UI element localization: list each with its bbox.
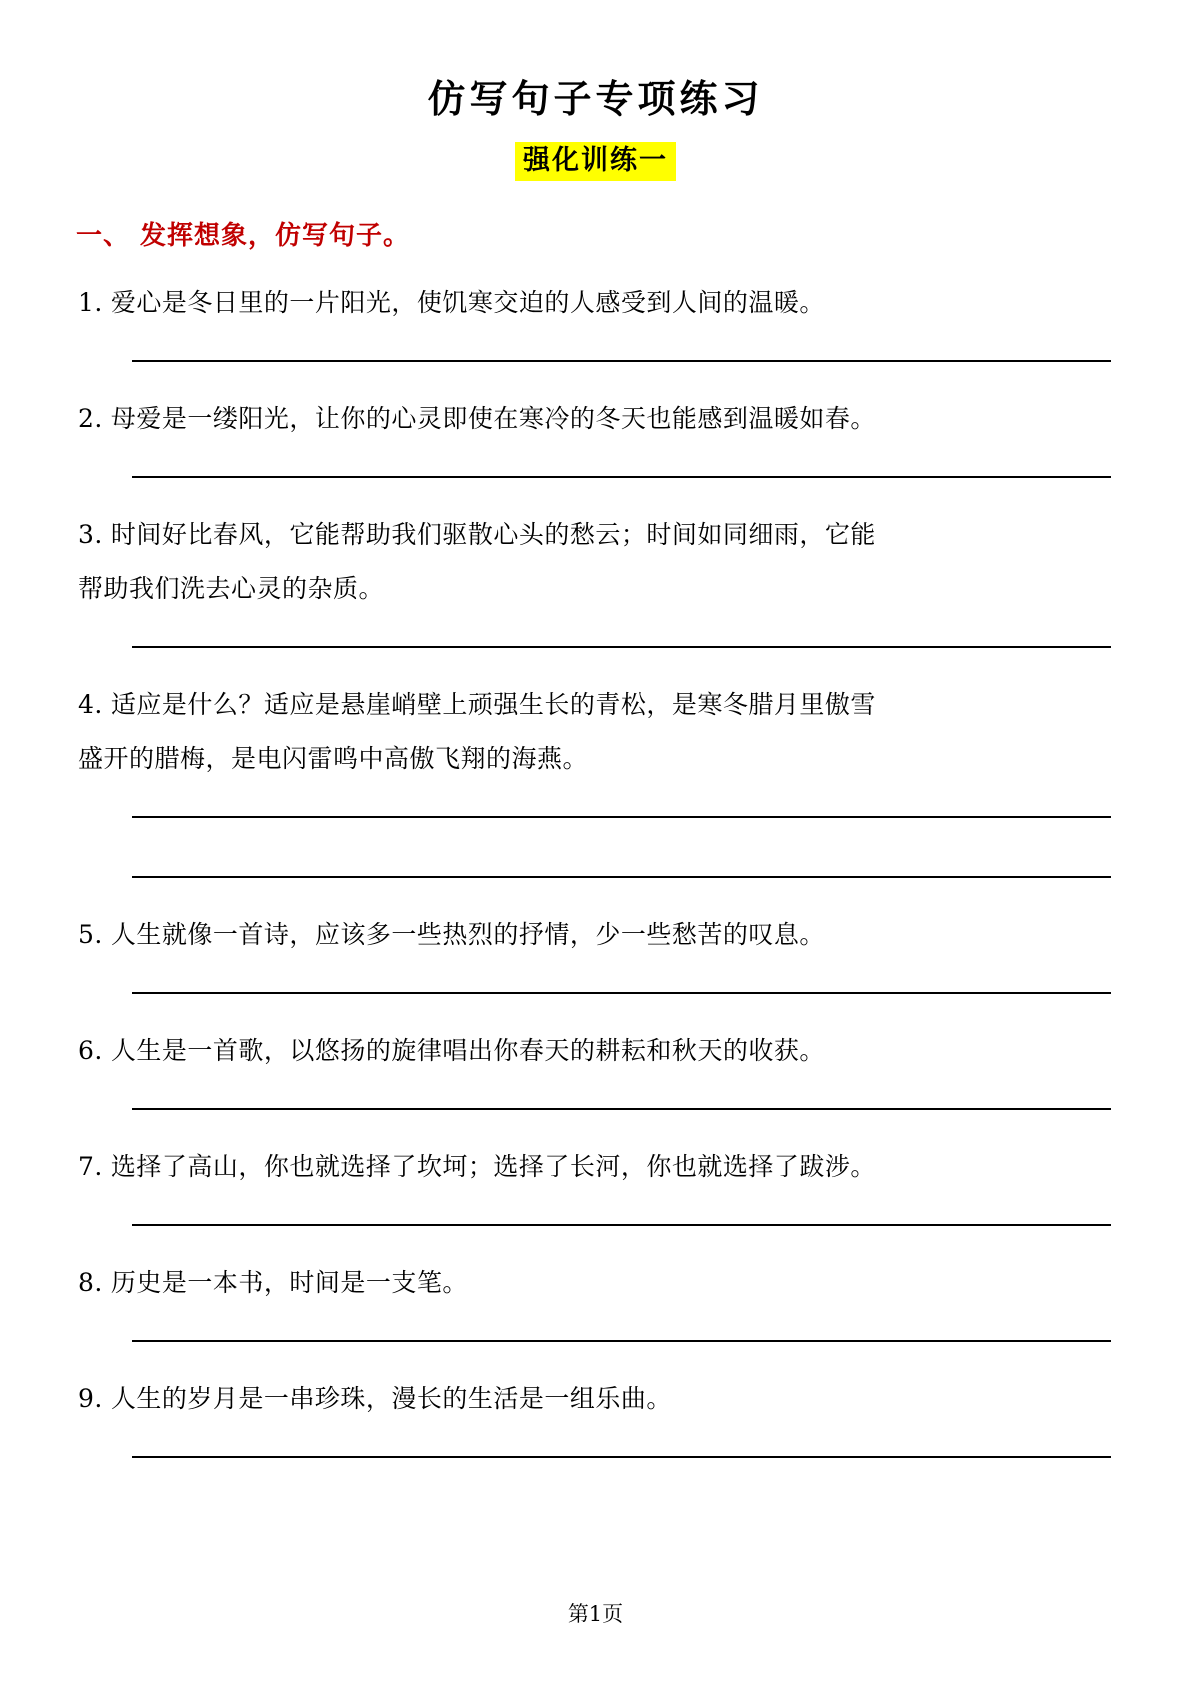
question-line	[72, 392, 1119, 446]
question-item	[72, 392, 1119, 508]
question-number: 9.	[78, 1383, 103, 1413]
question-text-continued: 帮助我们洗去心灵的杂质。	[78, 573, 385, 603]
question-number: 3.	[78, 519, 103, 549]
question-text: 人生是一首歌，以悠扬的旋律唱出你春天的耕耘和秋天的收获。	[110, 1035, 825, 1065]
answer-spacing	[132, 1110, 1111, 1140]
question-item	[72, 1140, 1119, 1256]
answer-spacing	[132, 1458, 1111, 1488]
question-item	[72, 1024, 1119, 1140]
question-text: 时间好比春风，它能帮助我们驱散心头的愁云；时间如同细雨，它能	[110, 519, 876, 549]
question-number: 5.	[78, 919, 103, 949]
question-number: 7.	[78, 1151, 103, 1181]
answer-spacing	[132, 478, 1111, 508]
question-line	[72, 508, 1119, 562]
question-line	[72, 1372, 1119, 1426]
answer-writing-space[interactable]	[132, 962, 1111, 992]
question-number: 4.	[78, 689, 103, 719]
answer-area[interactable]	[72, 786, 1119, 908]
answer-writing-space[interactable]	[132, 330, 1111, 360]
question-item	[72, 1372, 1119, 1488]
subtitle-highlighted: 强化训练一	[515, 142, 676, 181]
answer-area[interactable]	[72, 616, 1119, 678]
question-number: 2.	[78, 403, 103, 433]
question-text: 适应是什么？适应是悬崖峭壁上顽强生长的青松，是寒冬腊月里傲雪	[110, 689, 876, 719]
question-item	[72, 276, 1119, 392]
question-text: 母爱是一缕阳光，让你的心灵即使在寒冷的冬天也能感到温暖如春。	[110, 403, 876, 433]
answer-writing-space[interactable]	[132, 446, 1111, 476]
question-line	[72, 1024, 1119, 1078]
answer-spacing	[132, 878, 1111, 908]
question-item	[72, 678, 1119, 908]
question-line	[72, 276, 1119, 330]
answer-area[interactable]	[72, 1310, 1119, 1372]
question-number: 6.	[78, 1035, 103, 1065]
question-text-continued: 盛开的腊梅，是电闪雷鸣中高傲飞翔的海燕。	[78, 743, 589, 773]
answer-area[interactable]	[72, 1426, 1119, 1488]
answer-spacing	[132, 362, 1111, 392]
question-text: 历史是一本书，时间是一支笔。	[110, 1267, 468, 1297]
question-text: 人生就像一首诗，应该多一些热烈的抒情，少一些愁苦的叹息。	[110, 919, 825, 949]
answer-area[interactable]	[72, 962, 1119, 1024]
page-footer: 第1页	[567, 1602, 624, 1626]
question-line	[72, 1256, 1119, 1310]
question-number: 8.	[78, 1267, 103, 1297]
answer-area[interactable]	[72, 446, 1119, 508]
question-line	[72, 1140, 1119, 1194]
answer-writing-space[interactable]	[132, 1194, 1111, 1224]
answer-writing-space[interactable]	[132, 818, 1111, 876]
question-item	[72, 908, 1119, 1024]
question-item	[72, 508, 1119, 678]
answer-area[interactable]	[72, 330, 1119, 392]
page-title: 仿写句子专项练习	[427, 76, 764, 121]
answer-spacing	[132, 1342, 1111, 1372]
answer-writing-space[interactable]	[132, 1426, 1111, 1456]
answer-spacing	[132, 994, 1111, 1024]
answer-writing-space[interactable]	[132, 1078, 1111, 1108]
answer-spacing	[132, 648, 1111, 678]
answer-writing-space[interactable]	[132, 786, 1111, 816]
question-number: 1.	[78, 287, 103, 317]
question-line	[72, 678, 1119, 732]
question-text: 选择了高山，你也就选择了坎坷；选择了长河，你也就选择了跋涉。	[110, 1151, 876, 1181]
answer-writing-space[interactable]	[132, 1310, 1111, 1340]
answer-area[interactable]	[72, 1078, 1119, 1140]
subtitle-container	[72, 142, 1119, 181]
section-heading: 一、 发挥想象，仿写句子。	[76, 220, 411, 251]
question-list	[72, 276, 1119, 1488]
question-item	[72, 1256, 1119, 1372]
answer-area[interactable]	[72, 1194, 1119, 1256]
question-text: 人生的岁月是一串珍珠，漫长的生活是一组乐曲。	[110, 1383, 672, 1413]
question-line	[72, 908, 1119, 962]
answer-spacing	[132, 1226, 1111, 1256]
answer-writing-space[interactable]	[132, 616, 1111, 646]
question-text: 爱心是冬日里的一片阳光，使饥寒交迫的人感受到人间的温暖。	[110, 287, 825, 317]
